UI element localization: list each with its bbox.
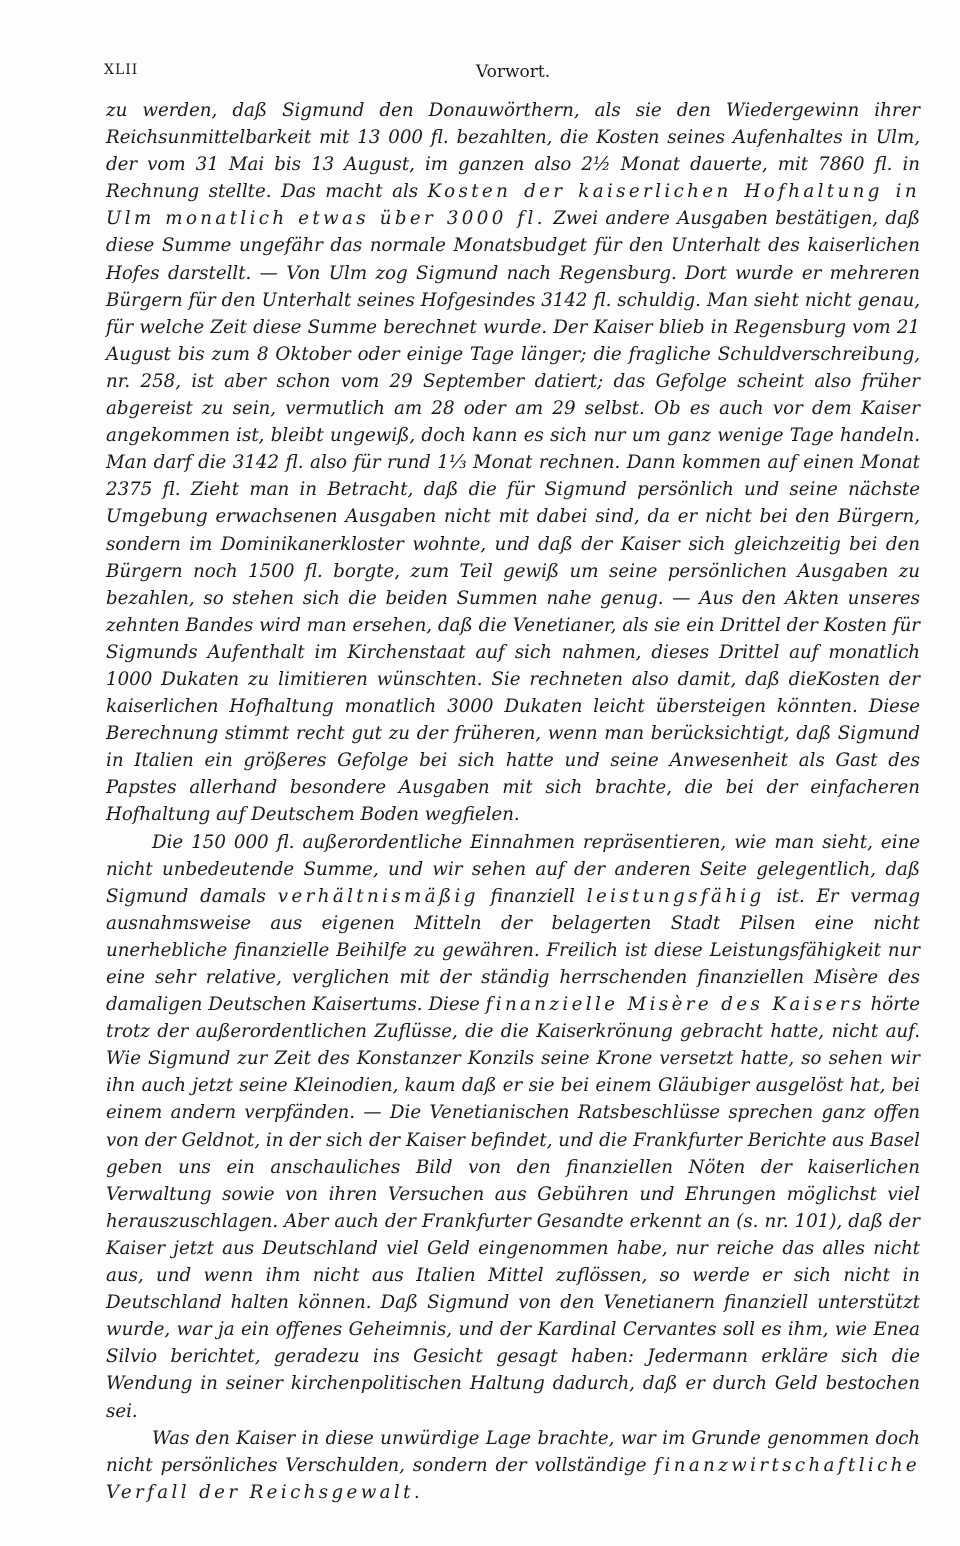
paragraph xyxy=(106,1425,920,1506)
emphasized-spaced-text: verhältnismäßig xyxy=(277,885,479,907)
emphasized-spaced-text: leistungsfähig xyxy=(586,885,765,907)
page-number: XLII xyxy=(104,62,139,78)
body-text xyxy=(106,97,920,1506)
text-segment: Die 150 000 fl. außerordentliche Einnahmen repräsentieren, wie man sieht, eine nicht unbedeutende Summe, und wir sehen auf der anderen Seite gelegentlich, daß Sigmund damals xyxy=(106,831,920,907)
text-segment: Was den Kaiser in diese unwürdige Lage brachte, war im Grunde genommen doch nicht persönliches Verschulden, sondern der vollständige xyxy=(106,1427,920,1476)
page-title: Vorwort. xyxy=(475,62,551,82)
text-segment: zu werden, daß Sigmund den Donauwörthern, als sie den Wiedergewinn ihrer Reichsunmittelbarkeit mit 13 000 fl. bezahlten, die Kosten seines Aufenhaltes in Ulm, der vom 31 Mai bis 13 August, im ganzen also 2½ Monat dauerte, mit 7860 fl. in Rechnung stellte. Das macht als xyxy=(106,100,920,203)
emphasized-spaced-text: finanzielle Misère des Kaisers xyxy=(485,994,865,1016)
paragraph xyxy=(106,97,920,829)
text-segment: Zwei andere Ausgaben bestätigen, daß diese Summe ungefähr das normale Monatsbudget für den Unterhalt des kaiserlichen Hofes darstellt. — Von Ulm zog Sigmund nach Regensburg. Dort wurde er mehreren Bürgern für den Unterhalt seines Hofgesindes 3142 fl. schuldig. Man sieht nicht genau, für welche Zeit diese Summe berechnet wurde. Der Kaiser blieb in Regensburg vom 21 August bis zum 8 Oktober oder einige Tage länger; die fragliche Schuldverschreibung, nr. 258, ist aber schon vom 29 September datiert; das Gefolge scheint also früher abgereist zu sein, vermutlich am 28 oder am 29 selbst. Ob es auch vor dem Kaiser angekommen ist, bleibt ungewiß, doch kann es sich nur um ganz wenige Tage handeln. Man darf die 3142 fl. also für rund 1⅓ Monat rechnen. Dann kommen auf einen Monat 2375 fl. Zieht man in Betracht, daß die für Sigmund persönlich und seine nächste Umgebung erwachsenen Ausgaben nicht mit dabei sind, da er nicht bei den Bürgern, sondern im Dominikanerkloster wohnte, und daß der Kaiser sich gleichzeitig bei den Bürgern noch 1500 fl. borgte, zum Teil gewiß um seine persönlichen Ausgaben zu bezahlen, so stehen sich die beiden Summen nahe genug. — Aus den Akten unseres zehnten Bandes wird man ersehen, daß die Venetianer, als sie ein Drittel der Kosten für Sigmunds Aufenthalt im Kirchenstaat auf sich nahmen, dieses Drittel auf monatlich 1000 Dukaten zu limitieren wünschten. Sie rechneten also damit, daß dieKosten der kaiserlichen Hofhaltung monatlich 3000 Dukaten leicht übersteigen könnten. Diese Berechnung stimmt recht gut zu der früheren, wenn man berücksichtigt, daß Sigmund in Italien ein größeres Gefolge bei sich hatte und seine Anwesenheit als Gast des Papstes allerhand besondere Ausgaben mit sich brachte, die bei der einfacheren Hofhaltung auf Deutschem Boden wegfielen. xyxy=(106,208,921,826)
emphasized-spaced-text: Kosten der kaiserlichen Hofhaltung in Ulm monatlich etwas über 3000 fl. xyxy=(106,181,920,230)
text-segment: hörte trotz der außerordentlichen Zuflüsse, die die Kaiserkrönung gebracht hatte, nicht auf. Wie Sigmund zur Zeit des Konstanzer Konzils seine Krone versetzt hatte, so sehen wir ihn auch jetzt seine Kleinodien, kaum daß er sie bei einem Gläubiger ausgelöst hat, bei einem andern verpfänden. — Die Venetianischen Ratsbeschlüsse sprechen ganz offen von der Geldnot, in der sich der Kaiser befindet, und die Frankfurter Berichte aus Basel geben uns ein anschauliches Bild von den finanziellen Nöten der kaiserlichen Verwaltung sowie von ihren Versuchen aus Gebühren und Ehrungen möglichst viel herauszuschlagen. Aber auch der Frankfurter Gesandte erkennt an (s. nr. 101), daß der Kaiser jetzt aus Deutschland viel Geld eingenommen habe, nur reiche das alles nicht aus, und wenn ihm nicht aus Italien Mittel zuflössen, so werde er sich nicht in Deutschland halten können. Daß Sigmund von den Venetianern finanziell unterstützt wurde, war ja ein offenes Geheimnis, und der Kardinal Cervantes soll es ihm, wie Enea Silvio berichtet, geradezu ins Gesicht gesagt haben: Jedermann erkläre sich die Wendung in seiner kirchenpolitischen Haltung dadurch, daß er durch Geld bestochen sei. xyxy=(106,994,921,1422)
emphasized-spaced-text: finanzwirtschaftliche Verfall der Reichsgewalt. xyxy=(106,1454,920,1503)
running-head xyxy=(104,62,922,84)
paragraph xyxy=(106,829,920,1425)
text-segment: ist. Er vermag ausnahmsweise aus eigenen Mitteln der belagerten Stadt Pilsen eine nicht unerhebliche finanzielle Beihilfe zu gewähren. Freilich ist diese Leistungsfähigkeit nur eine sehr relative, verglichen mit der ständig herrschenden finanziellen Misère des damaligen Deutschen Kaisertums. Diese xyxy=(106,885,920,1016)
text-segment: finanziell xyxy=(478,885,587,907)
